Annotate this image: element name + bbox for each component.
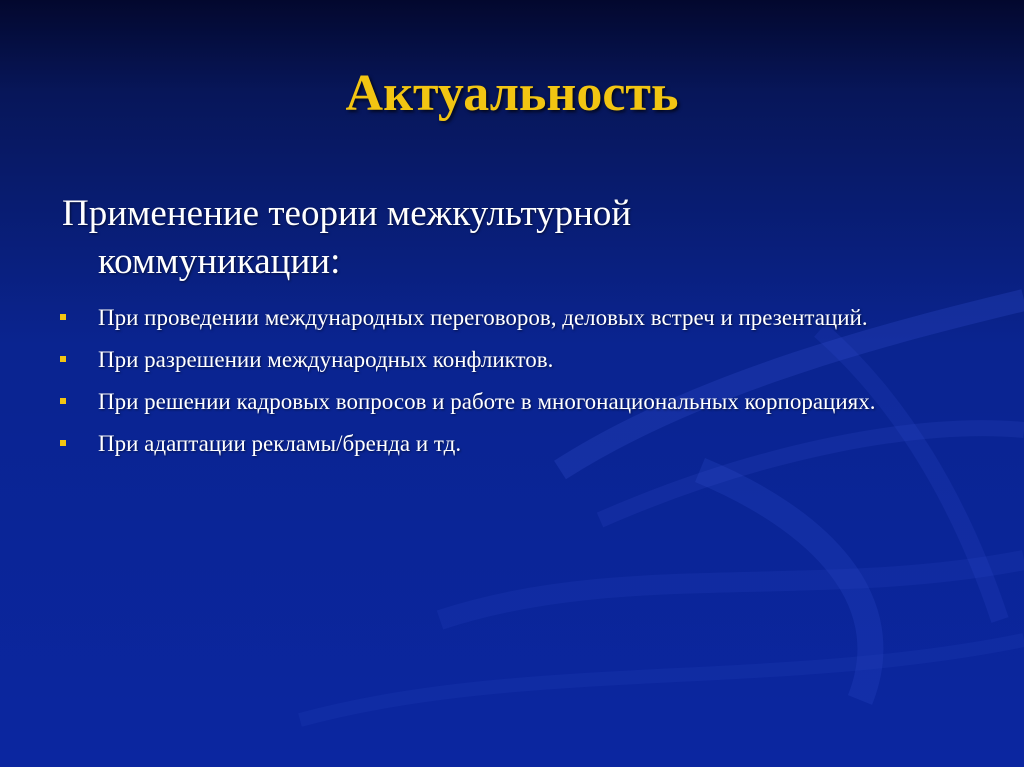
- bullet-item: [58, 302, 918, 333]
- square-bullet-icon: [60, 398, 66, 404]
- bullet-item: [58, 344, 918, 375]
- bullet-text: При решении кадровых вопросов и работе в многонациональных корпорациях.: [98, 389, 876, 414]
- bullet-item: [58, 428, 918, 459]
- bullet-text: При разрешении международных конфликтов.: [98, 347, 554, 372]
- lead-text-line-1: Применение теории межкультурной: [62, 193, 632, 234]
- lead-text: [62, 190, 962, 286]
- lead-text-line-2: коммуникации:: [98, 241, 341, 282]
- bullet-text: При адаптации рекламы/бренда и тд.: [98, 431, 462, 456]
- bullet-text: При проведении международных переговоров, деловых встреч и презентаций.: [98, 305, 868, 330]
- slide-title: Актуальность: [345, 65, 679, 122]
- bullet-item: [58, 386, 918, 417]
- bullet-list: [58, 302, 918, 470]
- square-bullet-icon: [60, 356, 66, 362]
- square-bullet-icon: [60, 314, 66, 320]
- square-bullet-icon: [60, 440, 66, 446]
